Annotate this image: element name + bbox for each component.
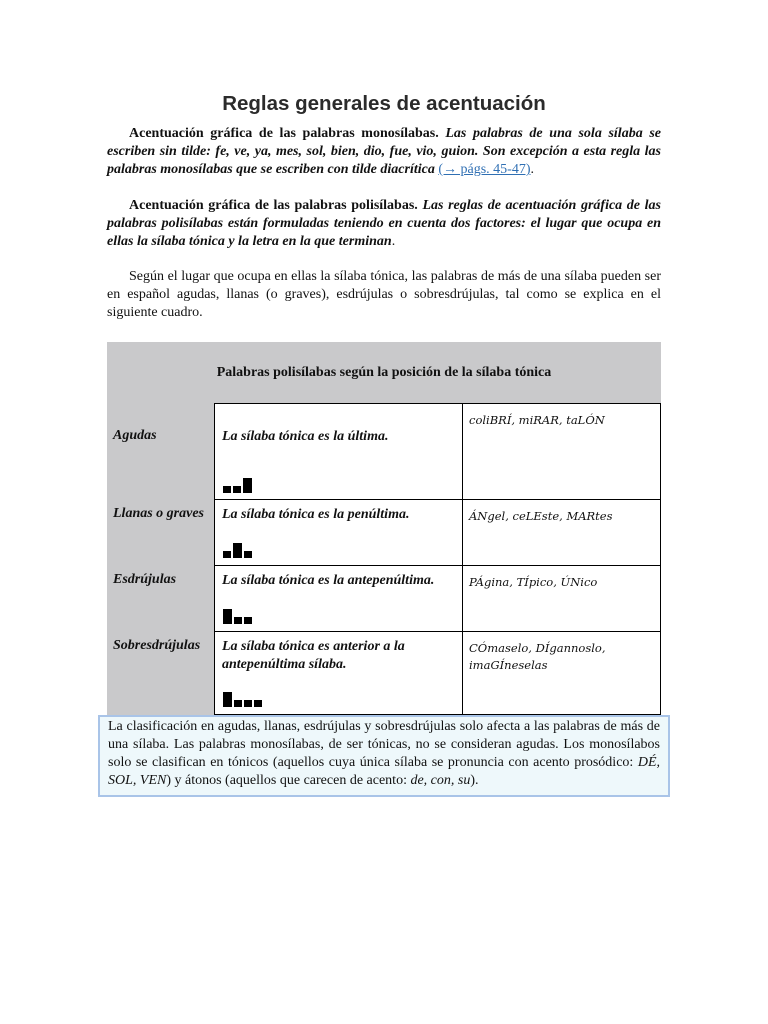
- period: .: [530, 162, 534, 177]
- unstressed-syllable-mark: [233, 486, 241, 493]
- page-title: Reglas generales de acentuación: [222, 92, 546, 115]
- row-label-llanas: Llanas o graves: [107, 499, 214, 566]
- stress-pattern-icon: [223, 478, 252, 493]
- note-tonic-examples: DÉ, SOL, VEN: [108, 755, 661, 788]
- note-text: ).: [470, 773, 479, 788]
- row-description-sobresdrujulas: [214, 631, 463, 715]
- unstressed-syllable-mark: [223, 551, 231, 558]
- stress-pattern-icon: [223, 609, 252, 624]
- note-atonic-examples: de, con, su: [410, 773, 471, 788]
- row-examples-sobresdrujulas: CÓmaselo, DÍgannoslo, imaGÍneselas: [462, 631, 661, 715]
- unstressed-syllable-mark: [223, 486, 231, 493]
- heading-monosilabas: Acentuación gráfica de las palabras monosílabas.: [129, 126, 439, 141]
- paragraph-monosilabas: [107, 125, 661, 179]
- unstressed-syllable-mark: [244, 551, 252, 558]
- description-text: La sílaba tónica es anterior a la antepenúltima sílaba.: [222, 639, 405, 672]
- unstressed-syllable-mark: [244, 700, 252, 707]
- paragraph-polisilabas: [107, 197, 661, 251]
- text-polisilabas: Las reglas de acentuación gráfica de las palabras polisílabas están formuladas teniendo en cuenta dos factores: el lugar que ocupa en ellas la sílaba tónica y la letra en la que terminan: [107, 198, 661, 249]
- period: .: [391, 234, 396, 249]
- note-text: La clasificación en agudas, llanas, esdrújulas y sobresdrújulas solo afecta a las palabras de más de una sílaba. Las palabras monosílabas, de ser tónicas, no se consideran agudas. Los monosílabos solo se clasifican en tónicos (aquellos cuya única sílaba se pronuncia con acento prosódico:: [108, 719, 660, 770]
- row-label-sobresdrujulas: Sobresdrújulas: [107, 631, 214, 715]
- info-note-box: [98, 715, 670, 797]
- description-text: La sílaba tónica es la penúltima.: [222, 507, 410, 522]
- stressed-syllable-mark: [243, 478, 252, 493]
- note-text: ) y átonos (aquellos que carecen de acento:: [166, 773, 407, 788]
- unstressed-syllable-mark: [234, 700, 242, 707]
- stressed-syllable-mark: [223, 609, 232, 624]
- row-description-esdrujulas: [214, 565, 463, 632]
- table-header: Palabras polisílabas según la posición de la sílaba tónica: [107, 342, 661, 403]
- text-monosilabas: Las palabras de una sola sílaba se escriben sin tilde: fe, ve, ya, mes, sol, bien, dio, fue, vio, guion. Son excepción a esta regla las palabras monosílabas que se escriben con tilde diacrítica: [107, 126, 661, 177]
- paragraph-intro: [107, 268, 661, 322]
- unstressed-syllable-mark: [234, 617, 242, 624]
- heading-polisilabas: Acentuación gráfica de las palabras polisílabas.: [129, 198, 418, 213]
- row-examples-llanas: ÁNgel, ceLEste, MARtes: [462, 499, 661, 566]
- unstressed-syllable-mark: [254, 700, 262, 707]
- stress-pattern-icon: [223, 692, 262, 707]
- row-label-esdrujulas: Esdrújulas: [107, 565, 214, 632]
- row-label-agudas: Agudas: [107, 403, 214, 500]
- description-text: La sílaba tónica es la última.: [222, 429, 389, 444]
- row-examples-esdrujulas: PÁgina, TÍpico, ÚNico: [462, 565, 661, 632]
- stress-pattern-icon: [223, 543, 252, 558]
- unstressed-syllable-mark: [244, 617, 252, 624]
- row-examples-agudas: coliBRÍ, miRAR, taLÓN: [462, 403, 661, 500]
- page-reference-link[interactable]: (→ págs. 45-47): [438, 162, 531, 177]
- row-description-llanas: [214, 499, 463, 566]
- description-text: La sílaba tónica es la antepenúltima.: [222, 573, 435, 588]
- stressed-syllable-mark: [233, 543, 242, 558]
- text-intro: Según el lugar que ocupa en ellas la sílaba tónica, las palabras de más de una sílaba pueden ser en español agudas, llanas (o graves), esdrújulas o sobresdrújulas, tal como se explica en el siguiente cuadro.: [107, 269, 661, 320]
- stressed-syllable-mark: [223, 692, 232, 707]
- row-description-agudas: [214, 403, 463, 500]
